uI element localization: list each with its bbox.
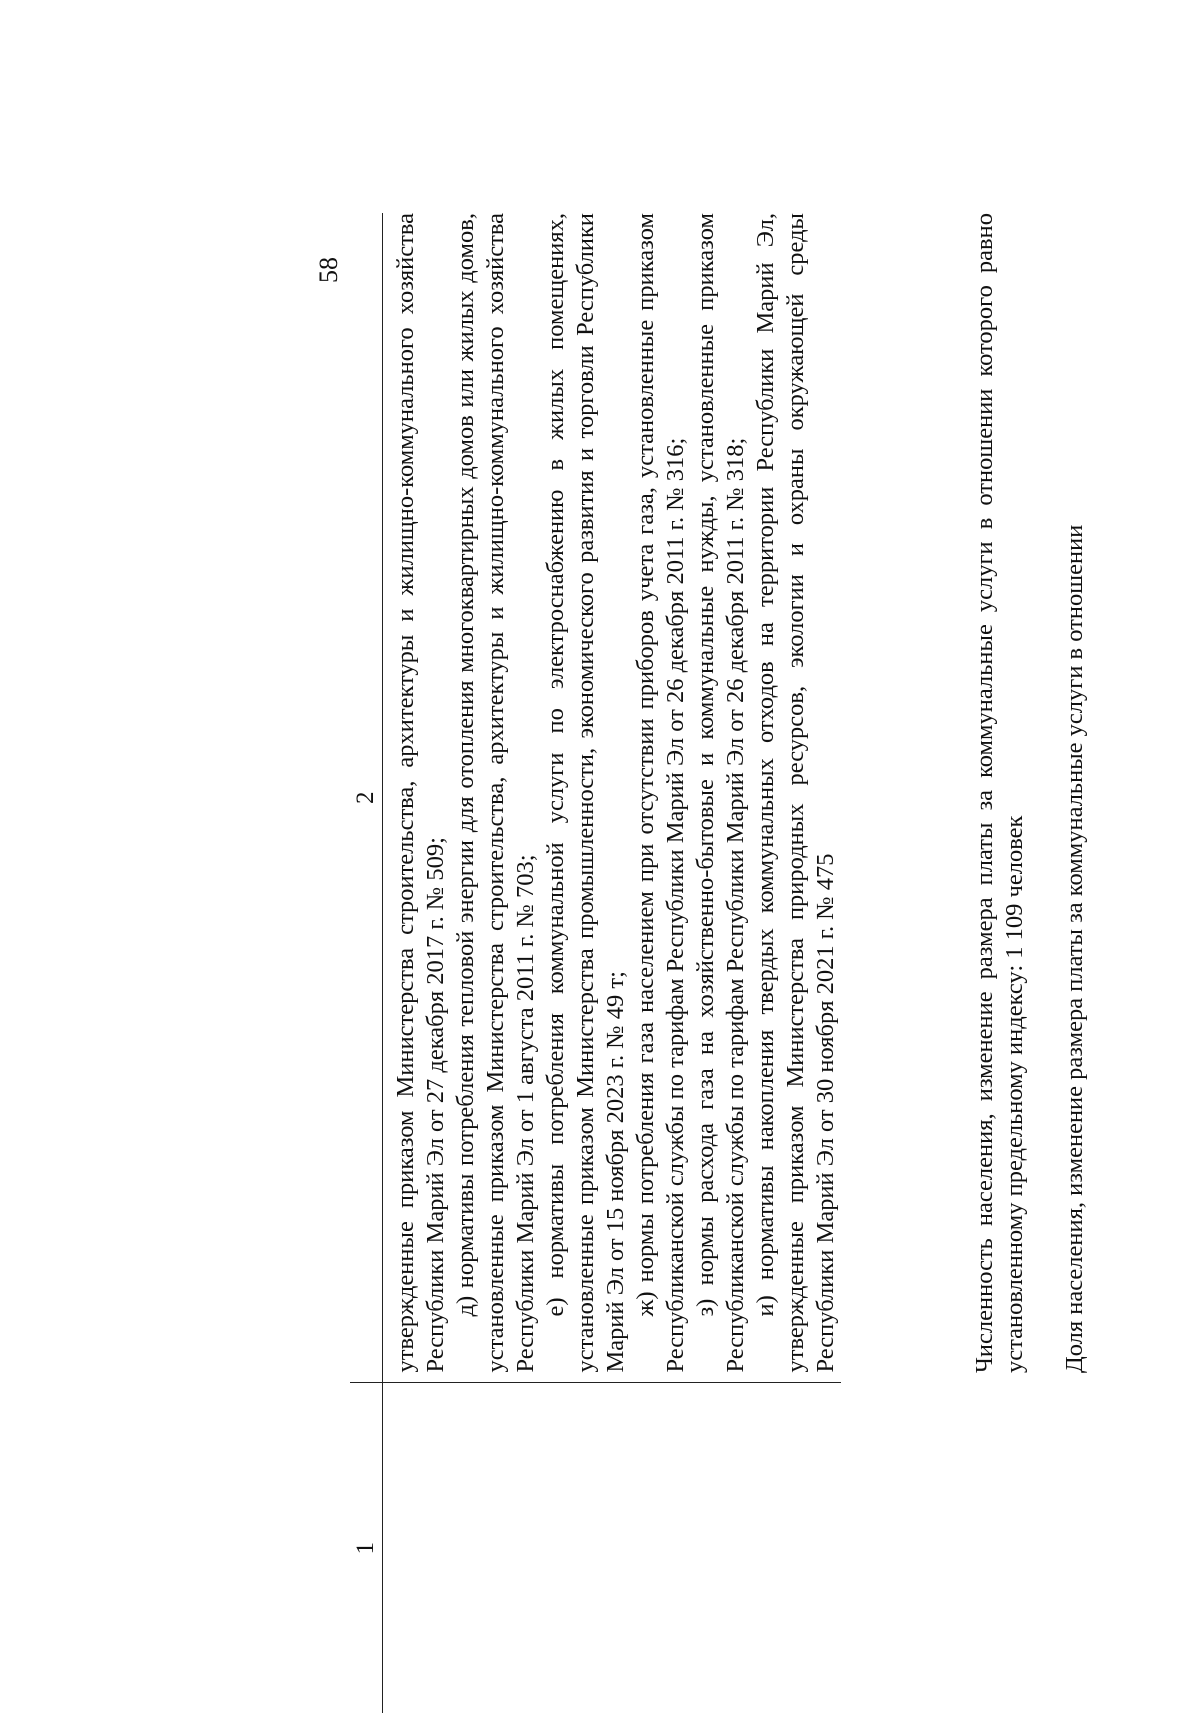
paragraph-approved-by: утвержденные приказом Министерства строительства, архитектуры и жилищно-коммунального хозяйства Республики Марий Эл от 27 декабря 2017 г. № 509; [392, 213, 449, 1373]
table-body-row [383, 213, 842, 1713]
summary-block [970, 213, 1090, 1373]
paragraph-z-gas-household: з) нормы расхода газа на хозяйственно-бытовые и коммунальные нужды, установленные приказом Республиканской службы по тарифам Республики Марий Эл от 26 декабря 2011 г. № 318; [692, 213, 749, 1373]
table-header-row [350, 213, 383, 1713]
paragraph-e-electricity: е) нормативы потребления коммунальной услуги по электроснабжению в жилых помещениях, установленные приказом Министерства промышленности, экономического развития и торговли Республики Марий Эл от 15 ноября 2023 г. № 49 т; [542, 213, 629, 1373]
column-header-2: 2 [350, 213, 383, 1383]
rotated-sheet [310, 213, 1190, 1713]
paragraph-d-heating: д) нормативы потребления тепловой энергии для отопления многоквартирных домов или жилых домов, установленные приказом Министерства строительства, архитектуры и жилищно-коммунального хозяйства Республики Марий Эл от 1 августа 2011 г. № 703; [452, 213, 539, 1373]
document-table [350, 213, 841, 1713]
page-number: 58 [314, 257, 343, 283]
population-share-line: Доля населения, изменение размера платы за коммунальные услуги в отношении [1061, 524, 1088, 1373]
paragraph-zh-gas-norms: ж) нормы потребления газа населением при отсутствии приборов учета газа, установленные приказом Республиканской службы по тарифам Республики Марий Эл от 26 декабря 2011 г. № 316; [632, 213, 689, 1373]
population-count-line: Численность населения, изменение размера платы за коммунальные услуги в отношении которого равно установленному предельному индексу: 1 109 человек [971, 213, 1028, 1373]
paragraph-i-waste: и) нормативы накопления твердых коммунальных отходов на территории Республики Марий Эл, утвержденные приказом Министерства природных ресурсов, экологии и охраны окружающей среды Республики Марий Эл от 30 ноября 2021 г. № 475 [752, 213, 839, 1373]
table-cell-normatives [383, 213, 842, 1383]
column-header-1: 1 [350, 1383, 383, 1713]
table-cell-empty [383, 1383, 842, 1713]
